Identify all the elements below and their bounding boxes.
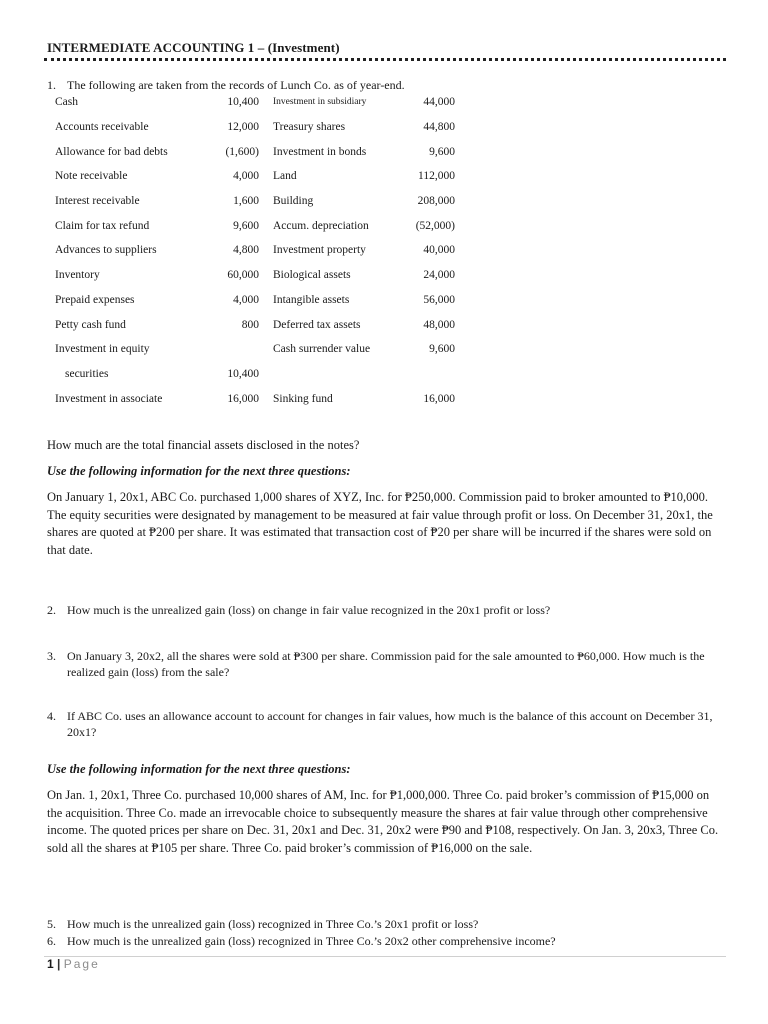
scenario-paragraph-1: On January 1, 20x1, ABC Co. purchased 1,000 shares of XYZ, Inc. for ₱250,000. Commission paid to broker amounted to ₱10,000. The equity securities were designated by management to be measured at fair value through profit or loss. On December 31, 20x1, the shares are quoted at ₱200 per share. It was estimated that transaction cost of ₱20 per share will be incurred if the shares were sold on that date.	[47, 490, 713, 557]
account-name: Allowance for bad debts	[55, 145, 168, 158]
table-row	[55, 164, 455, 189]
question-number: 6.	[47, 934, 56, 948]
account-amount: 56,000	[423, 293, 455, 306]
account-name: Claim for tax refund	[55, 219, 150, 232]
question-text: The following are taken from the records of Lunch Co. as of year-end.	[67, 78, 405, 92]
account-balances-table	[55, 90, 455, 411]
page-label: Page	[63, 957, 100, 971]
question-number: 1.	[47, 78, 56, 92]
account-name: Investment property	[273, 244, 366, 257]
account-amount: 10,400	[227, 96, 259, 109]
dotted-divider	[44, 58, 726, 61]
question-text: How much is the unrealized gain (loss) recognized in Three Co.’s 20x2 other comprehensive income?	[67, 934, 556, 948]
account-name: Cash	[55, 96, 78, 109]
question-number: 2.	[47, 603, 56, 617]
account-name: Prepaid expenses	[55, 293, 135, 306]
account-amount: 112,000	[418, 170, 455, 183]
scenario-paragraph-2: On Jan. 1, 20x1, Three Co. purchased 10,000 shares of AM, Inc. for ₱1,000,000. Three Co. paid broker’s commission of ₱15,000 on the acquisition. Three Co. made an irrevocable choice to subsequently measure the shares at fair value through other comprehensive income. The quoted prices per share on Dec. 31, 20x1 and Dec. 31, 20x2 were ₱90 and ₱108, respectively. On Jan. 3, 20x3, Three Co. sold all the shares at ₱105 per share. Three Co. paid broker’s commission of ₱16,000 on the sale.	[47, 788, 719, 855]
account-name: Investment in associate	[55, 392, 163, 405]
account-amount: 4,000	[233, 170, 259, 183]
footer-separator: |	[57, 957, 61, 971]
account-name: Sinking fund	[273, 392, 333, 405]
account-amount: 16,000	[227, 392, 259, 405]
page-number: 1	[47, 957, 54, 971]
account-name: Biological assets	[273, 269, 351, 282]
account-amount: 48,000	[423, 318, 455, 331]
question-text: If ABC Co. uses an allowance account to account for changes in fair values, how much is the balance of this account on December 31, 20x1?	[67, 709, 713, 739]
account-amount: 9,600	[429, 145, 455, 158]
account-name: securities	[65, 367, 109, 380]
account-name: Advances to suppliers	[55, 244, 157, 257]
question-text: On January 3, 20x2, all the shares were sold at ₱300 per share. Commission paid for the sale amounted to ₱60,000. How much is the realized gain (loss) from the sale?	[67, 649, 705, 679]
question-2	[47, 602, 727, 618]
question-3	[47, 648, 727, 680]
question-number: 4.	[47, 709, 56, 723]
info-note-2: Use the following information for the next three questions:	[47, 762, 351, 776]
question-4	[47, 708, 727, 740]
account-name: Intangible assets	[273, 293, 350, 306]
table-row	[55, 362, 455, 387]
question-text: How much is the unrealized gain (loss) on change in fair value recognized in the 20x1 profit or loss?	[67, 603, 551, 617]
account-name: Deferred tax assets	[273, 318, 361, 331]
account-amount: 44,000	[423, 96, 455, 109]
account-amount: 44,800	[423, 121, 455, 134]
table-row	[55, 337, 455, 362]
account-amount: 800	[241, 318, 259, 331]
account-amount	[215, 337, 273, 362]
account-amount: 40,000	[423, 244, 455, 257]
account-name	[273, 362, 413, 387]
account-name: Note receivable	[55, 170, 128, 183]
account-amount: 208,000	[417, 195, 455, 208]
account-amount: 9,600	[233, 219, 259, 232]
page-footer	[47, 957, 100, 971]
account-amount: 12,000	[227, 121, 259, 134]
question-number: 3.	[47, 649, 56, 663]
info-note-1: Use the following information for the next three questions:	[47, 464, 351, 478]
table-row	[55, 288, 455, 313]
account-amount: 24,000	[423, 269, 455, 282]
account-amount: 4,000	[233, 293, 259, 306]
table-row	[55, 139, 455, 164]
page-title: INTERMEDIATE ACCOUNTING 1 – (Investment)	[47, 40, 340, 55]
table-row	[55, 386, 455, 411]
question-1-prompt: How much are the total financial assets disclosed in the notes?	[47, 438, 360, 452]
question-5	[47, 916, 727, 932]
table-row	[55, 263, 455, 288]
question-6	[47, 933, 727, 949]
account-amount: 4,800	[233, 244, 259, 257]
account-amount: 10,400	[227, 367, 259, 380]
account-name: Building	[273, 195, 314, 208]
table-row	[55, 189, 455, 214]
account-amount	[413, 362, 455, 387]
question-number: 5.	[47, 917, 56, 931]
account-amount: 60,000	[227, 269, 259, 282]
account-amount: 16,000	[423, 392, 455, 405]
footer-divider	[44, 956, 726, 957]
account-name: Petty cash fund	[55, 318, 126, 331]
table-row	[55, 238, 455, 263]
account-amount: 9,600	[429, 343, 455, 356]
account-name: Accounts receivable	[55, 121, 149, 134]
table-row	[55, 213, 455, 238]
account-name: Accum. depreciation	[273, 219, 369, 232]
account-name: Treasury shares	[273, 121, 346, 134]
question-text: How much is the unrealized gain (loss) recognized in Three Co.’s 20x1 profit or loss?	[67, 917, 479, 931]
account-name: Inventory	[55, 269, 100, 282]
account-name: Investment in equity	[55, 343, 150, 356]
account-name: Interest receivable	[55, 195, 140, 208]
account-amount: (1,600)	[225, 145, 259, 158]
account-amount: 1,600	[233, 195, 259, 208]
table-row	[55, 312, 455, 337]
account-name: Land	[273, 170, 297, 183]
table-row	[55, 90, 455, 115]
account-name: Cash surrender value	[273, 343, 371, 356]
account-name: Investment in subsidiary	[273, 97, 367, 108]
table-row	[55, 115, 455, 140]
account-name: Investment in bonds	[273, 145, 367, 158]
account-amount: (52,000)	[415, 219, 455, 232]
